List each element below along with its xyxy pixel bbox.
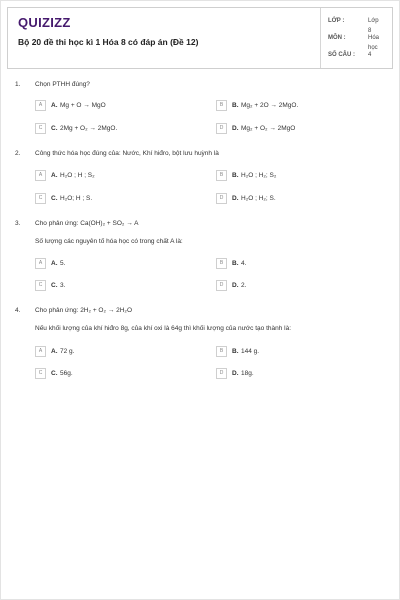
option-letter: A. bbox=[51, 102, 58, 109]
meta-class-value: Lớp 8 bbox=[368, 18, 379, 34]
option-letter: B. bbox=[232, 260, 239, 267]
option-letter: A. bbox=[51, 348, 58, 355]
question-1-text: Chọn PTHH đúng? bbox=[35, 81, 90, 88]
option-box[interactable]: D bbox=[216, 368, 227, 379]
meta-subject-value: Hóa học bbox=[368, 35, 380, 51]
option-letter: A. bbox=[51, 260, 58, 267]
option-text: Mg + O → MgO bbox=[60, 102, 106, 109]
option-text: 144 g. bbox=[241, 348, 260, 355]
question-3-subtext: Số lượng các nguyên tố hóa học có trong chất A là: bbox=[35, 238, 183, 245]
option-text: Mg₂ + 2O → 2MgO. bbox=[241, 102, 299, 109]
option-box[interactable]: B bbox=[216, 100, 227, 111]
option-letter: B. bbox=[232, 348, 239, 355]
option-letter: D. bbox=[232, 370, 239, 377]
option-text: 72 g. bbox=[60, 348, 75, 355]
option-letter: D. bbox=[232, 195, 239, 202]
option-box[interactable]: D bbox=[216, 123, 227, 134]
option-text: H₂O ; H₂; S. bbox=[241, 195, 276, 202]
option-box[interactable]: B bbox=[216, 258, 227, 269]
option-text: 4. bbox=[241, 260, 247, 267]
worksheet-title: Bộ 20 đề thi học kì 1 Hóa 8 có đáp án (Đề 12) bbox=[18, 37, 199, 47]
question-2-number: 2. bbox=[15, 150, 21, 157]
header-divider bbox=[320, 8, 321, 68]
option-letter: D. bbox=[232, 125, 239, 132]
option-letter: C. bbox=[51, 370, 58, 377]
option-text: 3. bbox=[60, 282, 66, 289]
option-box[interactable]: B bbox=[216, 170, 227, 181]
option-box[interactable]: A bbox=[35, 346, 46, 357]
option-text: H₂O ; H ; S₂ bbox=[60, 172, 95, 179]
option-box[interactable]: C bbox=[35, 368, 46, 379]
question-3-text: Cho phản ứng: Ca(OH)₂ + SO₂ → A bbox=[35, 220, 139, 227]
option-box[interactable]: C bbox=[35, 193, 46, 204]
option-letter: B. bbox=[232, 102, 239, 109]
meta-count-value: 4 bbox=[368, 52, 372, 58]
option-letter: C. bbox=[51, 195, 58, 202]
option-text: 18g. bbox=[241, 370, 254, 377]
option-text: 2. bbox=[241, 282, 247, 289]
question-2-text: Công thức hóa học đúng của: Nước, Khí hiđro, bột lưu huỳnh là bbox=[35, 150, 219, 157]
worksheet-header bbox=[7, 7, 393, 69]
option-box[interactable]: C bbox=[35, 123, 46, 134]
option-letter: B. bbox=[232, 172, 239, 179]
option-box[interactable]: A bbox=[35, 170, 46, 181]
option-box[interactable]: B bbox=[216, 346, 227, 357]
question-4-subtext: Nếu khối lượng của khí hiđro 8g, của khí oxi là 64g thì khối lượng của nước tạo thành là: bbox=[35, 325, 292, 332]
question-1-number: 1. bbox=[15, 81, 21, 88]
option-text: 5. bbox=[60, 260, 66, 267]
meta-count-label: SỐ CÂU : bbox=[328, 52, 355, 58]
option-text: H₂O ; H₂; S₂ bbox=[241, 172, 277, 179]
option-letter: A. bbox=[51, 172, 58, 179]
option-letter: C. bbox=[51, 125, 58, 132]
option-letter: D. bbox=[232, 282, 239, 289]
option-box[interactable]: D bbox=[216, 193, 227, 204]
quizizz-logo: QUIZIZZ bbox=[18, 15, 71, 30]
option-box[interactable]: A bbox=[35, 258, 46, 269]
option-letter: C. bbox=[51, 282, 58, 289]
option-text: H₂O; H ; S. bbox=[60, 195, 93, 202]
question-3-number: 3. bbox=[15, 220, 21, 227]
option-text: 2Mg + O₂ → 2MgO. bbox=[60, 125, 118, 132]
meta-subject-label: MÔN : bbox=[328, 35, 346, 41]
option-box[interactable]: A bbox=[35, 100, 46, 111]
option-box[interactable]: C bbox=[35, 280, 46, 291]
option-text: 56g. bbox=[60, 370, 73, 377]
question-4-text: Cho phản ứng: 2H₂ + O₂ → 2H₂O bbox=[35, 307, 133, 314]
option-box[interactable]: D bbox=[216, 280, 227, 291]
option-text: Mg₂ + O₂ → 2MgO bbox=[241, 125, 296, 132]
question-4-number: 4. bbox=[15, 307, 21, 314]
meta-class-label: LỚP : bbox=[328, 18, 345, 24]
